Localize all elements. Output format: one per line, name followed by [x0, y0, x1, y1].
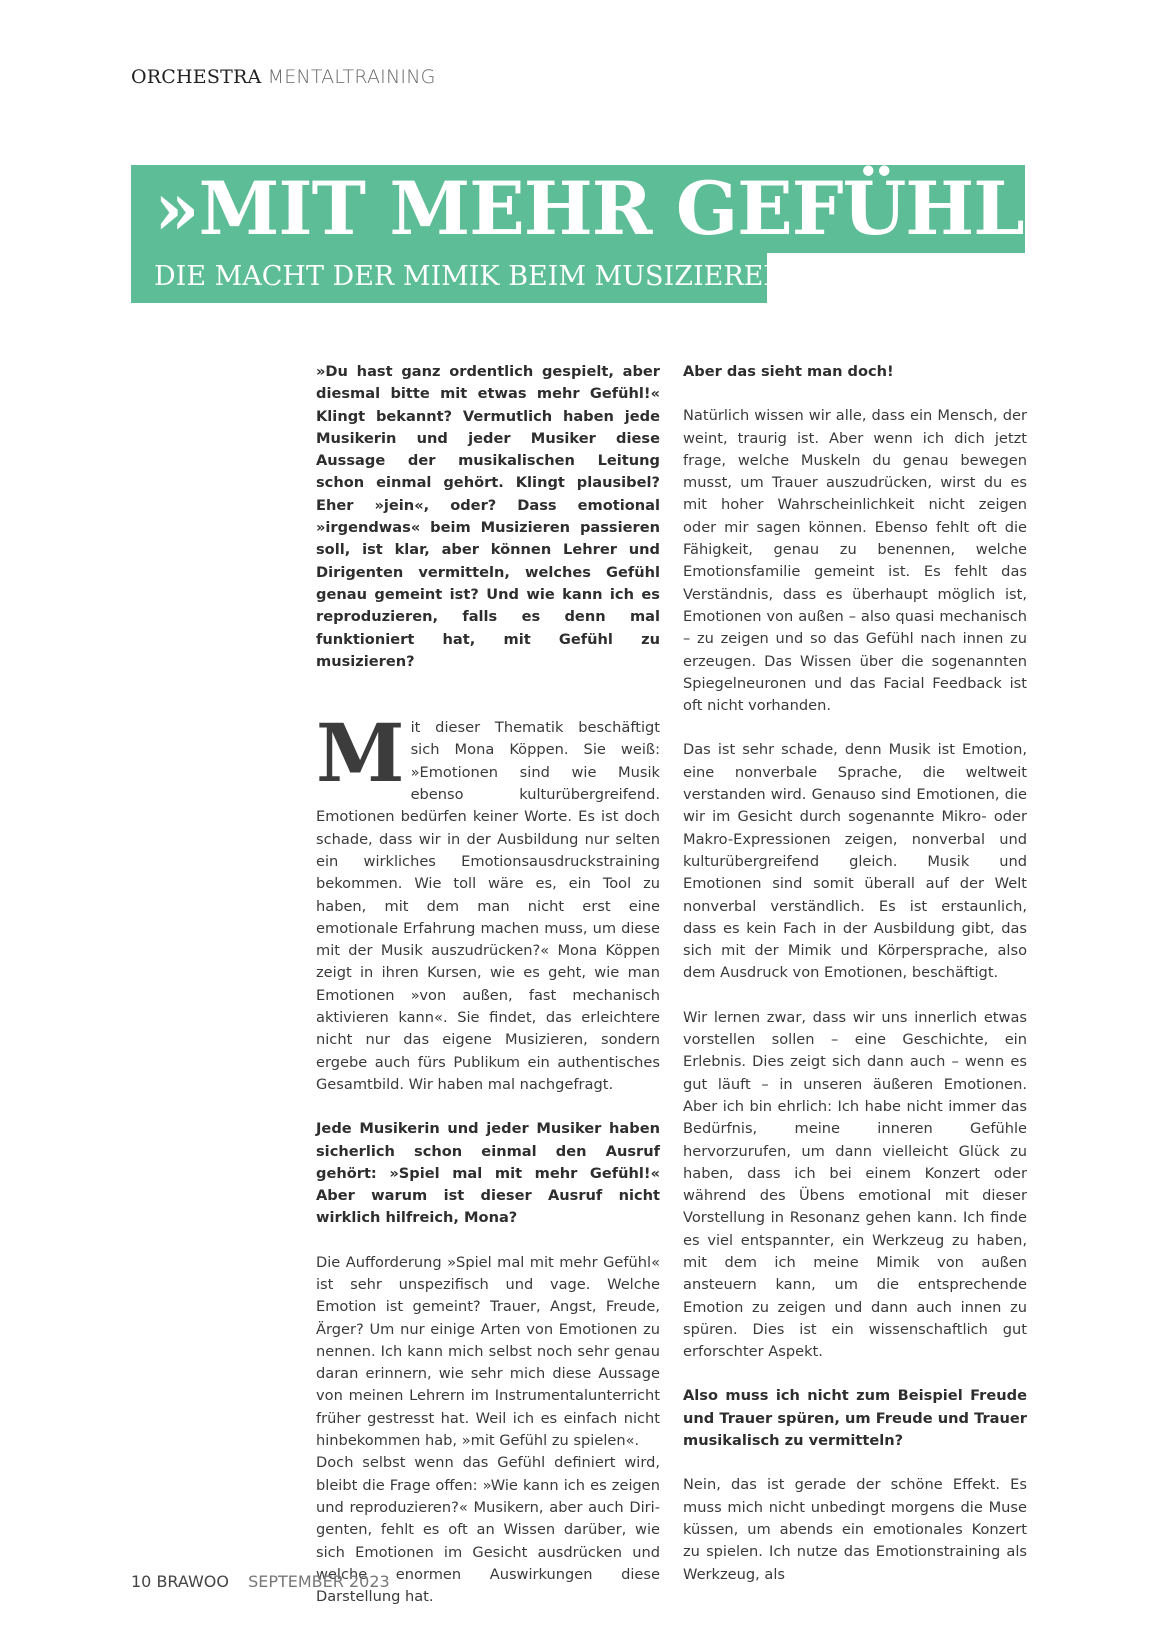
- body-text: it dieser Thematik beschäftigt sich Mona Köppen. Sie weiß: »Emotionen sind wie Musik ebenso kulturübergreifend. Emotionen bedürfen keiner Worte. Es ist doch schade, dass wir in der Ausbildung nur selten ein wirkliches Emotionsausdruckstraining bekommen. Wie toll wäre es, ein Tool zu haben, mit dem man nicht erst eine emotionale Erfahrung machen muss, um diese mit der Musik auszudrücken?« Mona Köppen zeigt in ihren Kursen, wie es geht, wie man Emotionen »von außen, fast mechanisch aktivieren kann«. Sie findet, das erleichtere nicht nur das eigene Musizieren, sondern ergebe auch fürs Publikum ein authentisches Gesamtbild. Wir haben mal nachgefragt.: [316, 719, 660, 1093]
- topic-label: MENTALTRAINING: [267, 66, 436, 88]
- column-left: [316, 361, 660, 1630]
- article-subtitle: DIE MACHT DER MIMIK BEIM MUSIZIEREN: [154, 261, 787, 292]
- answer-paragraph: Die Aufforderung »Spiel mal mit mehr Gefühl« ist sehr unspezifisch und vage. Welche Emotion ist gemeint? Trauer, Angst, Freude, Ärger? Um nur einige Arten von Emotionen zu nennen. Ich kann mich selbst noch sehr genau daran erinnern, wie sehr mich diese Aussage von meinen Lehrern im Instrumentalunterricht früher gestresst hat. Weil ich es einfach nicht hinbekommen hab, »mit Gefühl zu spielen«.: [316, 1253, 660, 1450]
- issue-date: SEPTEMBER 2023: [248, 1572, 390, 1591]
- answer-paragraph: Das ist sehr schade, denn Musik ist Emotion, eine nonverbale Sprache, die weltweit verstanden wird. Genauso sind Emotionen, die wir im Gesicht durch sogenannte Mikro- oder Makro-Expressionen zeigen, nonverbal und kulturübergreifend gleich. Musik und Emotionen sind somit überall auf der Welt nonverbal verständlich. Es ist erstaunlich, dass es kein Fach in der Ausbildung gibt, das sich mit der Mimik und Körpersprache, also dem Ausdruck von Emotionen, beschäftigt.: [683, 741, 1027, 982]
- question-heading: Jede Musikerin und jeder Musiker haben sicherlich schon einmal den Ausruf gehört: »Spiel mal mit mehr Gefühl!« Aber warum ist dieser Ausruf nicht wirklich hilfreich, Mona?: [316, 1120, 660, 1227]
- intro-paragraph: »Du hast ganz ordentlich gespielt, aber diesmal bitte mit etwas mehr Gefühl!« Klingt bekannt? Vermutlich haben jede Musikerin und jeder Musiker diese Aussage der musikalischen Leitung schon einmal gehört. Klingt plausibel? Eher »jein«, oder? Dass emotional »irgendwas« beim Musizieren passieren soll, ist klar, aber können Lehrer und Dirigenten vermitteln, welches Gefühl genau gemeint ist? Und wie kann ich es reproduzieren, falls es denn mal funktioniert hat, mit Gefühl zu musizieren?: [316, 363, 660, 670]
- page-number: 10: [131, 1572, 152, 1591]
- answer-paragraph: Wir lernen zwar, dass wir uns innerlich etwas vorstellen sollen – eine Geschichte, ein Erlebnis. Dies zeigt sich dann auch – wenn es gut läuft – in unseren äußeren Emotionen. Aber ich bin ehrlich: Ich habe nicht immer das Bedürfnis, meine inneren Gefühle hervorzurufen, um dann vielleicht Glück zu haben, dass ich bei einem Konzert oder während des Übens emotional mit dieser Vorstellung in Resonanz gehen kann. Ich finde es viel entspannter, ein Werkzeug zu haben, mit dem ich meine Mimik von außen ansteuern kann, um die entsprechende Emotion zu zeigen und dann auch innen zu spüren. Dies ist ein wissenschaftlich gut erforschter Aspekt.: [683, 1008, 1027, 1361]
- body-paragraph: [316, 706, 660, 1096]
- question-heading: Aber das sieht man doch!: [683, 363, 894, 380]
- page-footer: [131, 1572, 390, 1591]
- section-label: ORCHESTRA: [131, 66, 262, 88]
- magazine-name: BRAWOO: [156, 1572, 229, 1591]
- running-head: [131, 66, 436, 88]
- column-right: [683, 361, 1027, 1608]
- answer-paragraph: Natürlich wissen wir alle, dass ein Mensch, der weint, traurig ist. Aber wenn ich dich jetzt frage, welche Muskeln du genau bewegen musst, um Trauer auszudrücken, wirst du es mit hoher Wahrscheinlichkeit nicht zeigen oder mir sagen können. Ebenso fehlt oft die Fähigkeit, genau zu benennen, welche Emotionsfamilie gemeint ist. Es fehlt das Verständnis, dass es überhaupt möglich ist, Emotionen von außen – also quasi mechanisch – zu zeigen und so das Gefühl nach innen zu erzeugen. Das Wissen über die sogenannten Spiegelneuronen und das Facial Feedback ist oft nicht vorhanden.: [683, 407, 1027, 715]
- question-heading: Also muss ich nicht zum Beispiel Freude und Trauer spüren, um Freude und Trauer musikalisch zu vermitteln?: [683, 1387, 1027, 1450]
- drop-cap: M: [316, 706, 405, 801]
- answer-paragraph: Nein, das ist gerade der schöne Effekt. Es muss mich nicht unbedingt morgens die Muse küssen, um abends ein emotionales Konzert zu spielen. Ich nutze das Emotionstraining als Werkzeug, als: [683, 1476, 1027, 1583]
- answer-paragraph: Doch selbst wenn das Gefühl definiert wird, bleibt die Frage offen: »Wie kann ich es zeigen und reproduzieren?« Musikern, aber auch Dirigenten, fehlt es oft an Wissen darüber, wie sich Emotionen im Gesicht ausdrücken und welche enormen Auswirkungen diese Darstellung hat.: [316, 1454, 660, 1606]
- article-title: »MIT MEHR GEFÜHL!«: [154, 166, 1100, 252]
